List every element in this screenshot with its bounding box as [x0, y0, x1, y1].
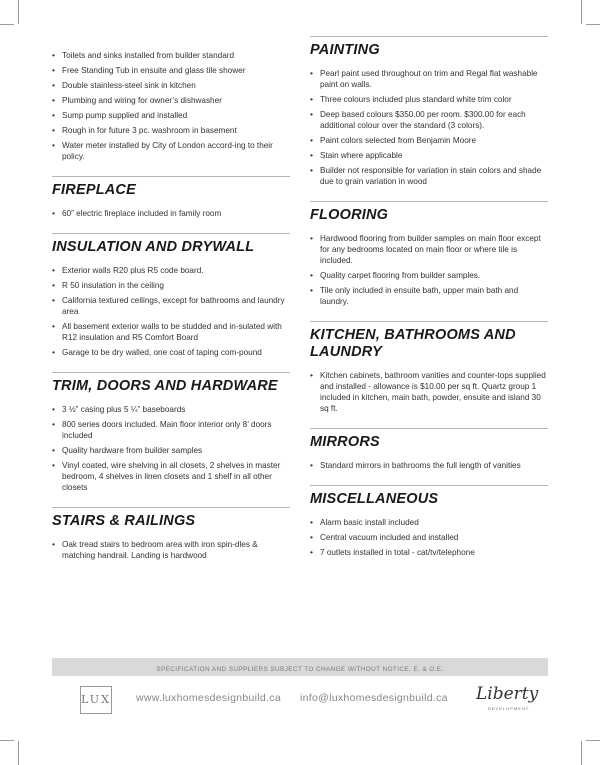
section-title: STAIRS & RAILINGS: [52, 513, 196, 529]
liberty-logo: Liberty: [476, 684, 539, 704]
email-link[interactable]: info@luxhomesdesignbuild.ca: [300, 692, 448, 704]
insulation-list: [52, 265, 290, 358]
lux-logo: [80, 686, 112, 714]
list-item: • Paint colors selected from Benjamin Moore: [310, 135, 548, 146]
list-item: • Quality carpet flooring from builder samples.: [310, 270, 548, 281]
painting-list: [310, 68, 548, 187]
disclaimer-bar: [52, 658, 548, 676]
liberty-logo-subtext: DEVELOPMENT: [488, 706, 530, 711]
list-item: • 7 outlets installed in total - cat/tv/telephone: [310, 547, 548, 558]
left-column: [52, 36, 290, 571]
section-title: INSULATION AND DRYWALL: [52, 239, 255, 255]
section-title: MISCELLANEOUS: [310, 491, 439, 507]
list-item: • Exterior walls R20 plus R5 code board.: [52, 265, 290, 276]
list-item: • 3 ½” casing plus 5 ¼” baseboards: [52, 404, 290, 415]
section-divider: [52, 233, 290, 234]
section-divider: [310, 36, 548, 37]
list-item: • Quality hardware from builder samples: [52, 445, 290, 456]
crop-mark: [586, 24, 600, 25]
list-item: • Standard mirrors in bathrooms the full length of vanities: [310, 460, 548, 471]
crop-mark: [18, 741, 19, 765]
crop-mark: [0, 24, 14, 25]
list-item: • Water meter installed by City of London accord-ing to their policy.: [52, 140, 290, 162]
list-item: • Pearl paint used throughout on trim and Regal flat washable paint on walls.: [310, 68, 548, 90]
list-item: • Plumbing and wiring for owner’s dishwasher: [52, 95, 290, 106]
section-divider: [52, 372, 290, 373]
list-item: • Three colours included plus standard white trim color: [310, 94, 548, 105]
section-stairs: [52, 507, 290, 561]
section-miscellaneous: [310, 485, 548, 558]
list-item: • R 50 insulation in the ceiling: [52, 280, 290, 291]
kitchen-list: [310, 370, 548, 414]
crop-mark: [18, 0, 19, 24]
section-painting: [310, 36, 548, 187]
section-fireplace: [52, 176, 290, 219]
fireplace-list: [52, 208, 290, 219]
mirrors-list: [310, 460, 548, 471]
list-item: • California textured ceilings, except for bathrooms and laundry area: [52, 295, 290, 317]
lux-logo-text: LUX: [81, 693, 111, 706]
list-item: • Hardwood flooring from builder samples on main floor except for any bedrooms located on main floor or where tile is included.: [310, 233, 548, 266]
list-item: • Oak tread stairs to bedroom area with iron spin-dles & matching handrail. Landing is hardwood: [52, 539, 290, 561]
section-title: FLOORING: [310, 207, 389, 223]
section-insulation: [52, 233, 290, 358]
section-divider: [52, 176, 290, 177]
list-item: • Vinyl coated, wire shelving in all closets, 2 shelves in master bedroom, 4 shelves in linen closets and 1 shelf in all other closets: [52, 460, 290, 493]
list-item: • Toilets and sinks installed from builder standard: [52, 50, 290, 61]
list-item: • Kitchen cabinets, bathroom vanities and counter-tops supplied and installed - allowance is $10.00 per sq ft. Quartz group 1 included in kitchen, main bath, powder, ensuite and island 30 sq ft.: [310, 370, 548, 414]
list-item: • Stain where applicable: [310, 150, 548, 161]
stairs-list: [52, 539, 290, 561]
website-link[interactable]: www.luxhomesdesignbuild.ca: [136, 692, 281, 704]
crop-mark: [586, 740, 600, 741]
misc-list: [310, 517, 548, 558]
list-item: • Free Standing Tub in ensuite and glass tile shower: [52, 65, 290, 76]
section-kitchen: [310, 321, 548, 414]
list-item: • 800 series doors included. Main floor interior only 8’ doors included: [52, 419, 290, 441]
section-divider: [310, 201, 548, 202]
section-title: MIRRORS: [310, 434, 380, 450]
list-item: • Rough in for future 3 pc. washroom in basement: [52, 125, 290, 136]
trim-list: [52, 404, 290, 493]
section-title: PAINTING: [310, 42, 380, 58]
section-title: TRIM, DOORS AND HARDWARE: [52, 378, 278, 394]
list-item: • Sump pump supplied and installed: [52, 110, 290, 121]
section-flooring: [310, 201, 548, 307]
section-trim: [52, 372, 290, 493]
plumbing-list: [52, 50, 290, 162]
list-item: • Builder not responsible for variation in stain colors and shade due to grain variation in wood: [310, 165, 548, 187]
section-divider: [310, 485, 548, 486]
section-divider: [52, 507, 290, 508]
section-divider: [310, 428, 548, 429]
disclaimer-text: SPECIFICATION AND SUPPLIERS SUBJECT TO CHANGE WITHOUT NOTICE. E. & O.E.: [156, 666, 444, 673]
list-item: • All basement exterior walls to be studded and in-sulated with R12 insulation and R5 Comfort Board: [52, 321, 290, 343]
section-mirrors: [310, 428, 548, 471]
list-item: • Deep based colours $350.00 per room. $300.00 for each additional colour over the standard (3 colors).: [310, 109, 548, 131]
list-item: • Tile only included in ensuite bath, upper main bath and laundry.: [310, 285, 548, 307]
section-title: FIREPLACE: [52, 182, 136, 198]
list-item: • Alarm basic install included: [310, 517, 548, 528]
list-item: • 60” electric fireplace included in family room: [52, 208, 290, 219]
flooring-list: [310, 233, 548, 307]
list-item: • Central vacuum included and installed: [310, 532, 548, 543]
right-column: [310, 36, 548, 568]
crop-mark: [581, 0, 582, 24]
crop-mark: [581, 741, 582, 765]
list-item: • Garage to be dry walled, one coat of taping com-pound: [52, 347, 290, 358]
section-title: KITCHEN, BATHROOMS AND LAUNDRY: [310, 327, 516, 360]
crop-mark: [0, 740, 14, 741]
section-divider: [310, 321, 548, 322]
list-item: • Double stainless-steel sink in kitchen: [52, 80, 290, 91]
